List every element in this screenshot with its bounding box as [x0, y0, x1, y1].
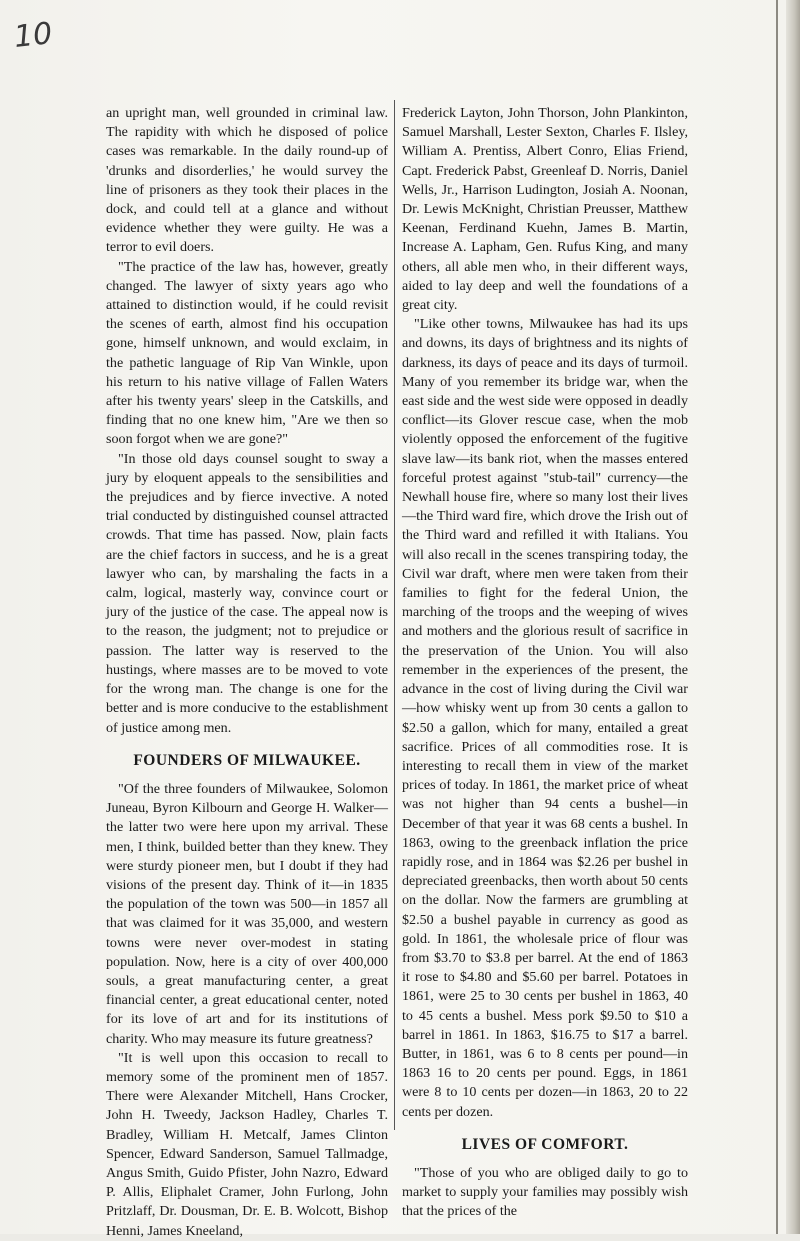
right-column [402, 104, 688, 1222]
page-number: 10 [12, 16, 54, 55]
heading-founders: FOUNDERS OF MILWAUKEE. [133, 751, 361, 769]
left-paragraph-5: "It is well upon this occasion to recall to memory some of the prominent men of 1857. There were Alexander Mitchell, Hans Crocker, John H. Tweedy, Jackson Hadley, Charles T. Bradley, William H. Metcalf, James Clinton Spencer, Edward Sanderson, Samuel Tallmadge, Angus Smith, Guido Pfister, John Nazro, Edward P. Allis, Eliphalet Cramer, John Furlong, John Pritzlaff, Dr. Dousman, Dr. E. B. Wolcott, Bishop Henni, James Kneeland, [106, 1049, 388, 1239]
right-paragraph-2: "Like other towns, Milwaukee has had its ups and downs, its days of brightness and its nights of darkness, its days of peace and its days of turmoil. Many of you remember its bridge war, when the east side and the west side were opposed in deadly conflict—its Glover rescue case, when the mob violently opposed the enforcement of the fugitive slave law—its bank riot, when the masses entered forceful protest against "stub-tail" currency—the Newhall house fire, where so many lost their lives—the Third ward fire, which drove the Irish out of the Third ward and refilled it with Italians. You will also recall in the scenes transpiring today, the Civil war draft, where men were taken from their families to fight for the federal Union, the marching of the troops and the weeping of wives and mothers and the glorious result of sacrifice in the preservation of the Union. You will also remember in the experiences of the present, the advance in the cost of living during the Civil war—how whisky went up from 30 cents a gallon to $2.50 a gallon, which for many, entailed a great sacrifice. Prices of all commodities rose. It is interesting to recall them in view of the market prices of today. In 1861, the market price of wheat was not higher than 94 cents a bushel—in December of that year it was 68 cents a bushel. In 1863, owing to the greenback inflation the price rapidly rose, and in 1864 was $2.26 per bushel in depreciated greenbacks, then worth about 50 cents on the dollar. Now the farmers are grumbling at $2.50 a bushel payable in currency as good as gold. In 1861, the wholesale price of flour was from $3.70 to $3.8 per barrel. At the end of 1863 it rose to $4.80 and $5.60 per barrel. Potatoes in 1861, were 25 to 30 cents per bushel in 1863, 40 to 45 cents a bushel. Mess pork $9.50 to $10 a barrel in 1861. In 1863, $16.75 to $17 a barrel. Butter, in 1861, was 6 to 8 cents per pound—in 1863 16 to 20 cents per pound. Eggs, in 1861 were 8 to 10 cents per dozen—in 1863, 20 to 22 cents per dozen. [402, 316, 688, 1120]
left-paragraph-1: an upright man, well grounded in criminal law. The rapidity with which he disposed of police cases was remarkable. In the daily round-up of 'drunks and disorderlies,' he would survey the line of prisoners as they took their places in the dock, and could tell at a glance and without evidence whether they were guilty. He was a terror to evil doers. [106, 105, 388, 256]
right-paragraph-1: Frederick Layton, John Thorson, John Plankinton, Samuel Marshall, Lester Sexton, Charles F. Ilsley, William A. Prentiss, Albert Conro, Elias Friend, Capt. Frederick Pabst, Greenleaf D. Norris, Daniel Wells, Jr., Harrison Ludington, Josiah A. Noonan, Dr. Lewis McKnight, Christian Preusser, Matthew Keenan, Ferdinand Kuehn, James B. Martin, Increase A. Lapham, Gen. Rufus King, and many others, all able men who, in their different ways, aided to lay deep and well the foundations of a great city. [402, 105, 688, 314]
left-column [106, 104, 388, 1241]
left-paragraph-2: "The practice of the law has, however, greatly changed. The lawyer of sixty years ago who attained to distinction would, if he could revisit the scenes of earth, almost find his occupation gone, himself unknown, and would exclaim, in the pathetic language of Rip Van Winkle, upon his return to his native village of Fallen Waters after his twenty years' sleep in the Catskills, and finding that no one knew him, "Are we then so soon forgot when we are gone?" [106, 258, 388, 448]
left-paragraph-4: "Of the three founders of Milwaukee, Solomon Juneau, Byron Kilbourn and George H. Walker—the latter two were here upon my arrival. These men, I think, builded better than they knew. They were sturdy pioneer men, but I doubt if they had visions of the present day. Think of it—in 1835 the population of the town was 500—in 1857 all that was claimed for it was 35,000, and western towns were never over-modest in stating population. Now, here is a city of over 400,000 souls, a great manufacturing center, a great financial center, a great educational center, noted for its love of art and for its institutions of charity. Who may measure its future greatness? [106, 780, 388, 1047]
page-edge-line [776, 0, 778, 1234]
right-paragraph-3: "Those of you who are obliged daily to go to market to supply your families may possibly wish that the prices of the [402, 1164, 688, 1220]
heading-lives-of-comfort: LIVES OF COMFORT. [461, 1135, 629, 1153]
page-edge-shadow [786, 0, 800, 1234]
column-divider [394, 100, 395, 1130]
left-paragraph-3: "In those old days counsel sought to sway a jury by eloquent appeals to the sensibilities and the prejudices and by fierce invective. A noted trial conducted by distinguished counsel attracted crowds. That time has passed. Now, plain facts are the chief factors in success, and he is a great lawyer who can, by marshaling the facts in a calm, logical, masterly way, convince court or jury of the justice of the case. The appeal now is to the reason, the judgment; not to prejudice or passion. The latter way is reserved to the hustings, where masses are to be moved to vote for the wrong man. The change is one for the better and is more conducive to the establishment of justice among men. [106, 450, 388, 736]
